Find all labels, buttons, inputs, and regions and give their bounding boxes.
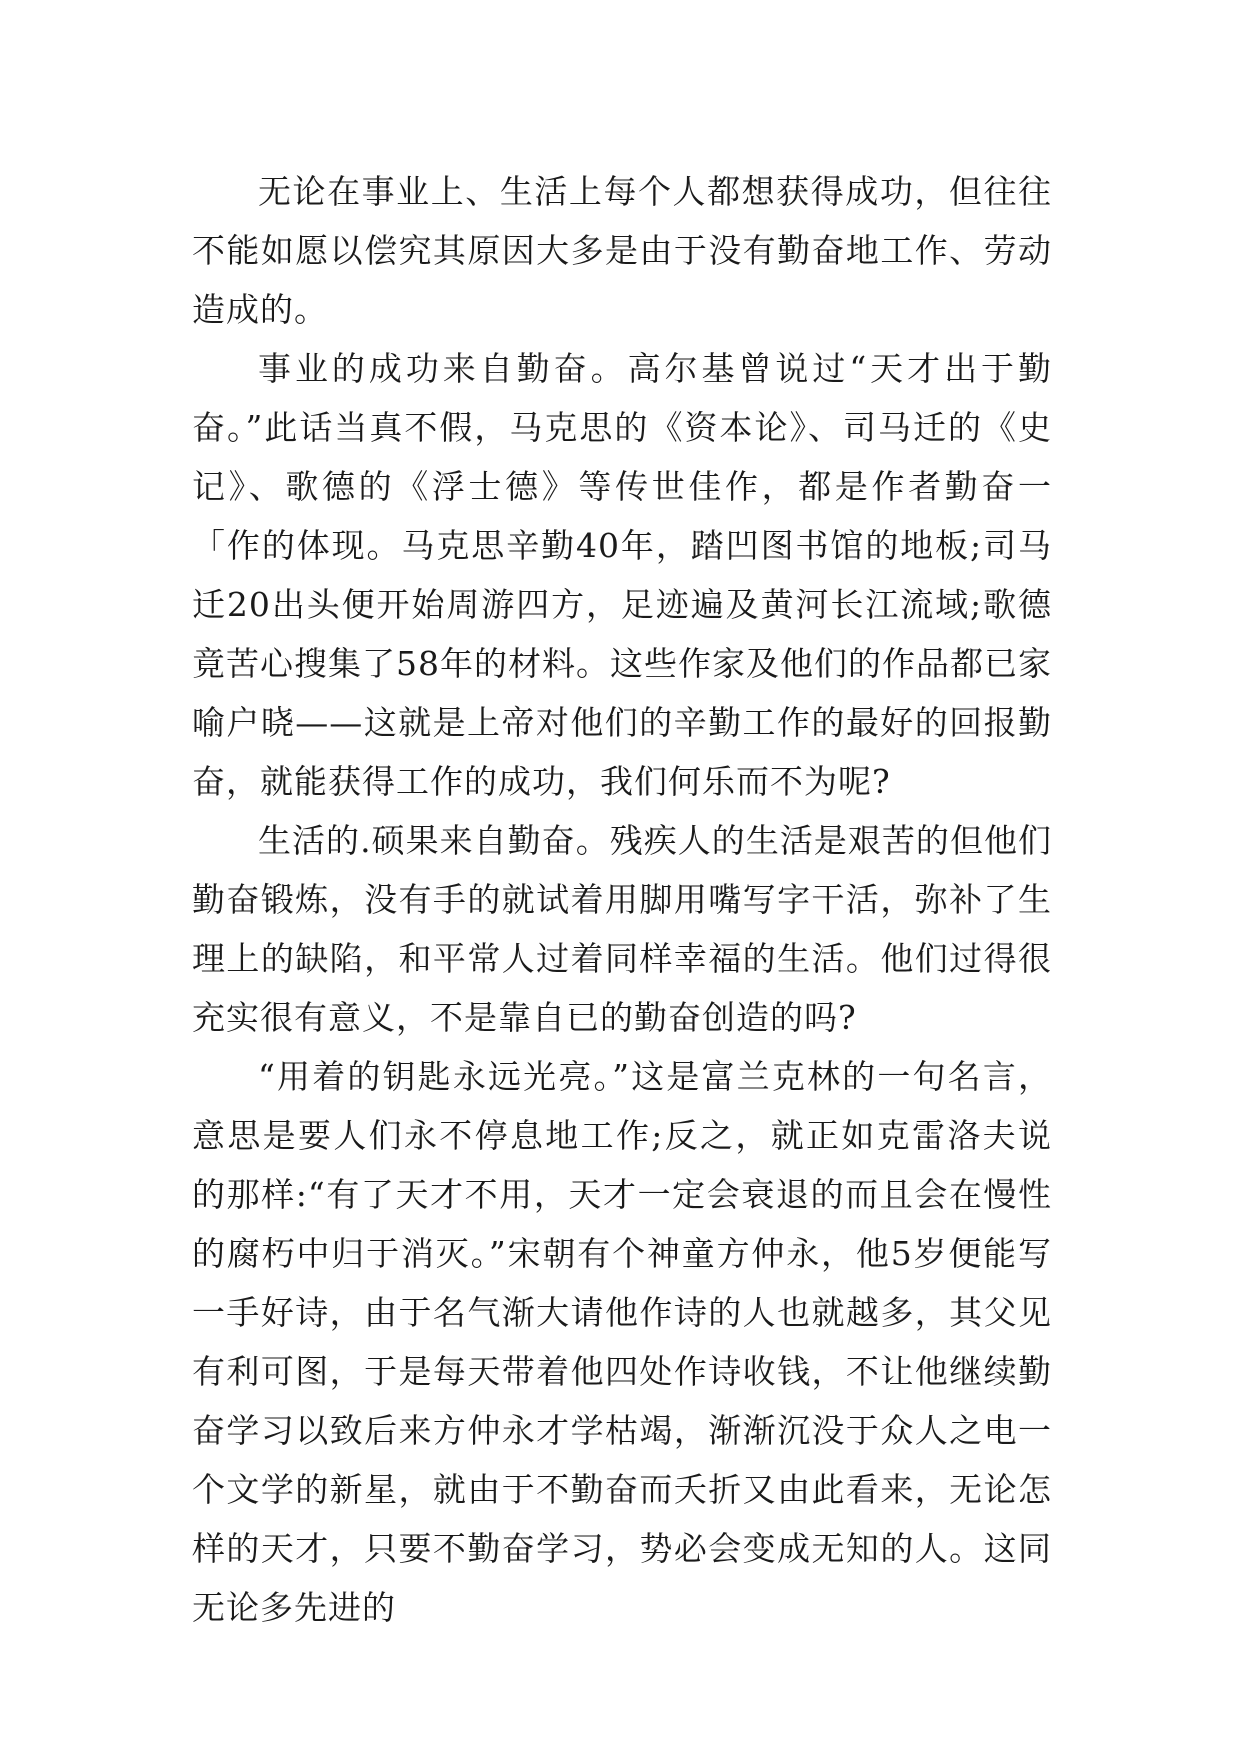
document-body — [192, 162, 1052, 1637]
paragraph-4: “用着的钥匙永远光亮。”这是富兰克林的一句名言，意思是要人们永不停息地工作;反之，就正如克雷洛夫说的那样:“有了天才不用，天才一定会衰退的而且会在慢性的腐朽中归于消灭。”宋朝有个神童方仲永，他5岁便能写一手好诗，由于名气渐大请他作诗的人也就越多，其父见有利可图，于是每天带着他四处作诗收钱，不让他继续勤奋学习以致后来方仲永才学枯竭，渐渐沉没于众人之电一个文学的新星，就由于不勤奋而夭折又由此看来，无论怎样的天才，只要不勤奋学习，势必会变成无知的人。这同无论多先进的 — [192, 1057, 1052, 1627]
paragraph-1: 无论在事业上、生活上每个人都想获得成功，但往往不能如愿以偿究其原因大多是由于没有勤奋地工作、劳动造成的。 — [192, 172, 1052, 329]
paragraph-3: 生活的.硕果来自勤奋。残疾人的生活是艰苦的但他们勤奋锻炼，没有手的就试着用脚用嘴写字干活，弥补了生理上的缺陷，和平常人过着同样幸福的生活。他们过得很充实很有意义，不是靠自已的勤奋创造的吗? — [192, 821, 1052, 1037]
paragraph-2: 事业的成功来自勤奋。高尔基曾说过“天才出于勤奋。”此话当真不假，马克思的《资本论》、司马迁的《史记》、歌德的《浮士德》等传世佳作，都是作者勤奋一「作的体现。马克思辛勤40年，踏凹图书馆的地板;司马迁20出头便开始周游四方，足迹遍及黄河长江流域;歌德竟苦心搜集了58年的材料。这些作家及他们的作品都已家喻户晓——这就是上帝对他们的辛勤工作的最好的回报勤奋，就能获得工作的成功，我们何乐而不为呢? — [192, 349, 1052, 801]
